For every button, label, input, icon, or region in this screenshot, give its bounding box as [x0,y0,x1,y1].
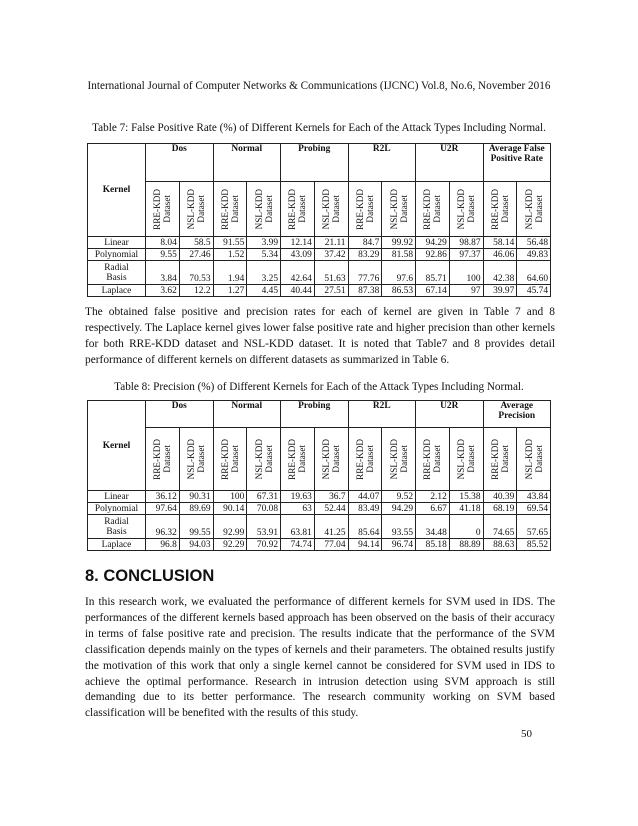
dataset-header-cell [281,428,315,491]
dataset-header-cell [348,428,382,491]
dataset-header-text: Dataset [364,195,375,223]
value-cell: 39.97 [483,285,517,297]
table7-group-dos: Dos [146,144,214,182]
dataset-header-text: NSL-KDD [456,188,467,230]
value-cell: 19.63 [281,491,315,503]
dataset-header-text: Dataset [331,445,342,473]
value-cell: 70.92 [247,539,281,551]
value-cell: 92.99 [213,515,247,539]
value-cell: 8.04 [146,237,180,249]
value-cell: 96.8 [146,539,180,551]
value-cell: 88.63 [483,539,517,551]
table7-group-r2l: R2L [348,144,416,182]
dataset-header-wrap [382,439,415,479]
value-cell: 63.81 [281,515,315,539]
value-cell: 21.11 [314,237,348,249]
dataset-header-text: RRE-KDD [287,188,298,230]
value-cell: 3.99 [247,237,281,249]
value-cell: 41.18 [449,503,483,515]
value-cell: 43.09 [281,249,315,261]
dataset-header-text: NSL-KDD [253,188,264,230]
value-cell: 85.18 [416,539,450,551]
value-cell: 3.62 [146,285,180,297]
table-row [88,503,551,515]
dataset-header-wrap [180,189,213,229]
dataset-header-wrap [517,189,550,229]
value-cell: 27.51 [314,285,348,297]
dataset-header-text: RRE-KDD [219,438,230,480]
value-cell: 4.45 [247,285,281,297]
value-cell: 83.29 [348,249,382,261]
value-cell: 83.49 [348,503,382,515]
dataset-header-text: Dataset [297,445,308,473]
dataset-header-text: NSL-KDD [523,188,534,230]
value-cell: 3.84 [146,261,180,285]
dataset-header-text: RRE-KDD [422,188,433,230]
results-paragraph: The obtained false positive and precision rates for each of kernel are given in Table 7 and 8 respectively. The Laplace kernel gives lower false positive rate and higher precision than other kernels for both RRE-KDD dataset and NSL-KDD dataset. It is noted that Table7 and 8 provides detail performance of different kernels on different datasets as summarized in Table 6. [85,306,555,366]
dataset-header-cell [382,428,416,491]
table7 [87,143,551,297]
table-row [88,515,551,539]
dataset-header-text: RRE-KDD [489,438,500,480]
value-cell: 1.52 [213,249,247,261]
dataset-header-wrap [180,439,213,479]
dataset-header-text: Dataset [432,195,443,223]
table7-group-average: Average False Positive Rate [483,144,551,182]
value-cell: 40.39 [483,491,517,503]
value-cell: 12.14 [281,237,315,249]
value-cell: 34.48 [416,515,450,539]
dataset-header-text: NSL-KDD [321,188,332,230]
dataset-header-cell [281,182,315,237]
dataset-header-cell [517,182,551,237]
dataset-header-wrap [146,439,179,480]
value-cell: 99.55 [179,515,213,539]
table7-group-probing: Probing [281,144,349,182]
kernel-cell [88,261,146,285]
value-cell: 99.92 [382,237,416,249]
value-cell: 1.94 [213,261,247,285]
value-cell: 90.14 [213,503,247,515]
value-cell: 94.03 [179,539,213,551]
value-cell: 6.67 [416,503,450,515]
dataset-header-cell [179,182,213,237]
dataset-header-text: Dataset [398,445,409,473]
value-cell: 0 [449,515,483,539]
value-cell: 63 [281,503,315,515]
dataset-header-cell [449,182,483,237]
value-cell: 97.6 [382,261,416,285]
dataset-header-text: Dataset [533,195,544,223]
value-cell: 93.55 [382,515,416,539]
dataset-header-wrap [382,189,415,229]
value-cell: 5.34 [247,249,281,261]
value-cell: 100 [449,261,483,285]
value-cell: 27.46 [179,249,213,261]
value-cell: 84.7 [348,237,382,249]
dataset-header-wrap [281,439,314,480]
value-cell: 12.2 [179,285,213,297]
value-cell: 97.37 [449,249,483,261]
value-cell: 97.64 [146,503,180,515]
value-cell: 45.74 [517,285,551,297]
value-cell: 9.52 [382,491,416,503]
value-cell: 94.29 [382,503,416,515]
table8 [87,400,551,551]
table8-group-dos: Dos [146,401,214,428]
table8-group-average: Average Precision [483,401,551,428]
dataset-header-text: Dataset [466,195,477,223]
conclusion-paragraph: In this research work, we evaluated the performance of different kernels for SVM used in IDS. The performances of the different kernels based approach has been observed on the basis of their accuracy in terms of false positive rate and precision. The results indicate that the performance of the SVM classification depends mainly on the types of kernels and their parameters. The obtained results justify the motivation of this work that only a single kernel cannot be considered for SVM used in IDS to achieve the optimal performance. Research in intrusion detection using SVM approach is still demanding due to its better performance. The research community working on SVM based classification will be benefited with the results of this study. [85,596,555,720]
dataset-header-cell [483,428,517,491]
dataset-header-text: NSL-KDD [253,438,264,480]
value-cell: 97 [449,285,483,297]
dataset-header-cell [179,428,213,491]
dataset-header-text: Dataset [432,445,443,473]
value-cell: 85.52 [517,539,551,551]
dataset-header-wrap [349,189,382,230]
dataset-header-text: Dataset [162,195,173,223]
value-cell: 58.14 [483,237,517,249]
value-cell: 81.58 [382,249,416,261]
dataset-header-wrap [247,189,280,229]
dataset-header-text: Dataset [196,445,207,473]
dataset-header-text: RRE-KDD [152,438,163,480]
table8-kernel-header: Kernel [88,401,146,491]
dataset-header-cell [382,182,416,237]
value-cell: 40.44 [281,285,315,297]
dataset-header-cell [314,182,348,237]
value-cell: 67.14 [416,285,450,297]
dataset-header-text: RRE-KDD [152,188,163,230]
dataset-header-wrap [450,439,483,479]
dataset-header-wrap [247,439,280,479]
section-heading: 8. CONCLUSION [85,567,215,585]
value-cell: 70.53 [179,261,213,285]
dataset-header-text: Dataset [297,195,308,223]
kernel-cell: Laplace [88,539,146,551]
value-cell: 77.76 [348,261,382,285]
dataset-header-wrap [484,189,517,230]
dataset-header-cell [416,428,450,491]
value-cell: 85.71 [416,261,450,285]
table7-group-normal: Normal [213,144,281,182]
table8-group-u2r: U2R [416,401,484,428]
value-cell: 74.65 [483,515,517,539]
dataset-header-text: Dataset [162,445,173,473]
table8-dataset-header-row [88,428,551,491]
value-cell: 100 [213,491,247,503]
value-cell: 86.53 [382,285,416,297]
dataset-header-wrap [146,189,179,230]
table-row [88,237,551,249]
value-cell: 9.55 [146,249,180,261]
value-cell: 70.08 [247,503,281,515]
dataset-header-text: NSL-KDD [456,438,467,480]
dataset-header-wrap [315,189,348,229]
dataset-header-cell [247,428,281,491]
value-cell: 46.06 [483,249,517,261]
value-cell: 64.60 [517,261,551,285]
value-cell: 41.25 [314,515,348,539]
table-row [88,491,551,503]
kernel-name-line: Basis [106,526,127,537]
dataset-header-text: Dataset [196,195,207,223]
value-cell: 96.32 [146,515,180,539]
value-cell: 96.74 [382,539,416,551]
dataset-header-wrap [315,439,348,479]
value-cell: 98.87 [449,237,483,249]
value-cell: 53.91 [247,515,281,539]
kernel-cell: Linear [88,237,146,249]
dataset-header-wrap [416,189,449,230]
dataset-header-text: Dataset [263,195,274,223]
value-cell: 92.29 [213,539,247,551]
dataset-header-cell [449,428,483,491]
dataset-header-wrap [450,189,483,229]
dataset-header-text: Dataset [229,195,240,223]
value-cell: 42.64 [281,261,315,285]
dataset-header-wrap [214,189,247,230]
kernel-cell: Polynomial [88,503,146,515]
dataset-header-text: Dataset [331,195,342,223]
kernel-name-line: Radial [104,516,129,527]
value-cell: 37.42 [314,249,348,261]
value-cell: 88.89 [449,539,483,551]
table7-group-u2r: U2R [416,144,484,182]
page-number: 50 [521,728,532,740]
table8-group-header-row [88,401,551,428]
value-cell: 74.74 [281,539,315,551]
table8-caption: Table 8: Precision (%) of Different Kernels for Each of the Attack Types Including Normal. [114,381,524,393]
dataset-header-cell [314,428,348,491]
value-cell: 56.48 [517,237,551,249]
dataset-header-text: Dataset [364,445,375,473]
value-cell: 15.38 [449,491,483,503]
dataset-header-wrap [281,189,314,230]
table8-group-normal: Normal [213,401,281,428]
value-cell: 43.84 [517,491,551,503]
value-cell: 1.27 [213,285,247,297]
value-cell: 3.25 [247,261,281,285]
dataset-header-text: Dataset [499,445,510,473]
value-cell: 49.83 [517,249,551,261]
dataset-header-text: NSL-KDD [388,188,399,230]
kernel-name-line: Basis [106,272,127,283]
dataset-header-text: NSL-KDD [186,438,197,480]
dataset-header-text: RRE-KDD [287,438,298,480]
dataset-header-wrap [517,439,550,479]
kernel-name-line: Radial [104,262,129,273]
value-cell: 89.69 [179,503,213,515]
table8-group-probing: Probing [281,401,349,428]
journal-header: International Journal of Computer Networks & Communications (IJCNC) Vol.8, No.6, November 2016 [87,80,551,92]
dataset-header-text: Dataset [398,195,409,223]
value-cell: 92.86 [416,249,450,261]
dataset-header-text: Dataset [263,445,274,473]
dataset-header-cell [247,182,281,237]
kernel-cell: Laplace [88,285,146,297]
dataset-header-text: NSL-KDD [321,438,332,480]
table7-group-header-row [88,144,551,182]
value-cell: 52.44 [314,503,348,515]
dataset-header-text: RRE-KDD [354,438,365,480]
dataset-header-cell [483,182,517,237]
dataset-header-cell [517,428,551,491]
value-cell: 42.38 [483,261,517,285]
value-cell: 87.38 [348,285,382,297]
value-cell: 94.29 [416,237,450,249]
kernel-cell: Linear [88,491,146,503]
value-cell: 91.55 [213,237,247,249]
dataset-header-wrap [349,439,382,480]
dataset-header-cell [416,182,450,237]
dataset-header-cell [213,182,247,237]
table-row [88,249,551,261]
dataset-header-text: Dataset [499,195,510,223]
table7-caption: Table 7: False Positive Rate (%) of Different Kernels for Each of the Attack Types Including Normal. [92,122,546,134]
value-cell: 94.14 [348,539,382,551]
dataset-header-text: NSL-KDD [523,438,534,480]
dataset-header-cell [348,182,382,237]
value-cell: 44.07 [348,491,382,503]
dataset-header-cell [146,428,180,491]
dataset-header-text: RRE-KDD [422,438,433,480]
table-row [88,539,551,551]
table7-kernel-header: Kernel [88,144,146,237]
table8-group-r2l: R2L [348,401,416,428]
dataset-header-wrap [416,439,449,480]
dataset-header-text: RRE-KDD [489,188,500,230]
table-row [88,285,551,297]
dataset-header-text: RRE-KDD [219,188,230,230]
kernel-cell: Polynomial [88,249,146,261]
dataset-header-cell [213,428,247,491]
dataset-header-cell [146,182,180,237]
value-cell: 77.04 [314,539,348,551]
table-row [88,261,551,285]
value-cell: 85.64 [348,515,382,539]
dataset-header-text: RRE-KDD [354,188,365,230]
dataset-header-text: NSL-KDD [186,188,197,230]
value-cell: 57.65 [517,515,551,539]
value-cell: 67.31 [247,491,281,503]
value-cell: 69.54 [517,503,551,515]
dataset-header-wrap [484,439,517,480]
table7-dataset-header-row [88,182,551,237]
value-cell: 36.7 [314,491,348,503]
value-cell: 2.12 [416,491,450,503]
kernel-cell [88,515,146,539]
dataset-header-text: Dataset [229,445,240,473]
value-cell: 36.12 [146,491,180,503]
dataset-header-text: NSL-KDD [388,438,399,480]
value-cell: 90.31 [179,491,213,503]
value-cell: 51.63 [314,261,348,285]
value-cell: 68.19 [483,503,517,515]
value-cell: 58.5 [179,237,213,249]
dataset-header-text: Dataset [533,445,544,473]
dataset-header-wrap [214,439,247,480]
dataset-header-text: Dataset [466,445,477,473]
